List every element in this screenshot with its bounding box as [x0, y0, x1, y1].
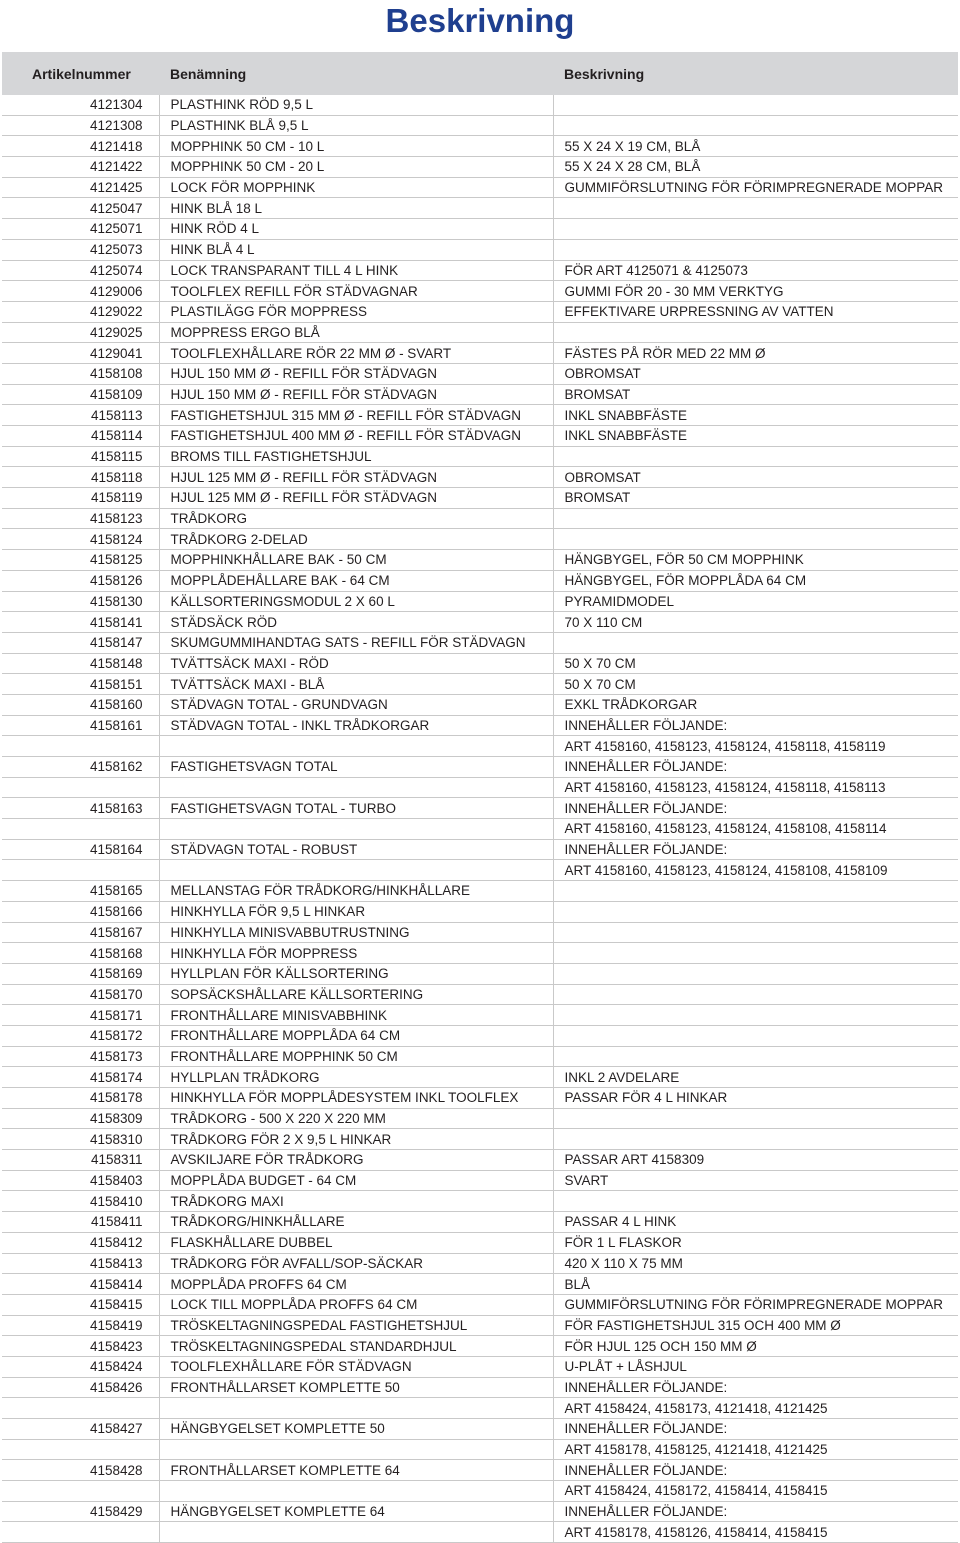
- table-row: [2, 219, 958, 240]
- cell-artikelnummer: 4158168: [2, 943, 159, 964]
- table-row: [2, 1212, 958, 1233]
- cell-benamning: FRONTHÅLLARSET KOMPLETTE 64: [159, 1460, 553, 1481]
- table-row: [2, 757, 958, 778]
- cell-beskrivning: 420 X 110 X 75 MM: [553, 1253, 958, 1274]
- cell-benamning: STÄDVAGN TOTAL - GRUNDVAGN: [159, 694, 553, 715]
- cell-artikelnummer: 4125073: [2, 239, 159, 260]
- table-row: [2, 922, 958, 943]
- cell-artikelnummer: [2, 736, 159, 757]
- cell-artikelnummer: 4125074: [2, 260, 159, 281]
- table-row: [2, 1253, 958, 1274]
- table-row: [2, 694, 958, 715]
- cell-artikelnummer: [2, 1522, 159, 1543]
- cell-artikelnummer: 4158413: [2, 1253, 159, 1274]
- table-row: [2, 674, 958, 695]
- cell-benamning: FASTIGHETSHJUL 400 MM Ø - REFILL FÖR STÄDVAGN: [159, 426, 553, 447]
- table-row: [2, 1046, 958, 1067]
- table-row: [2, 136, 958, 157]
- table-row: [2, 550, 958, 571]
- table-row: [2, 1501, 958, 1522]
- cell-beskrivning: HÄNGBYGEL, FÖR 50 CM MOPPHINK: [553, 550, 958, 571]
- cell-benamning: FASTIGHETSVAGN TOTAL - TURBO: [159, 798, 553, 819]
- cell-beskrivning: [553, 881, 958, 902]
- table-row: [2, 1439, 958, 1460]
- cell-beskrivning: INNEHÅLLER FÖLJANDE:: [553, 715, 958, 736]
- cell-benamning: LOCK FÖR MOPPHINK: [159, 177, 553, 198]
- cell-artikelnummer: [2, 1439, 159, 1460]
- cell-benamning: MOPPHINK 50 CM - 10 L: [159, 136, 553, 157]
- cell-beskrivning: FÖR FASTIGHETSHJUL 315 OCH 400 MM Ø: [553, 1315, 958, 1336]
- cell-benamning: KÄLLSORTERINGSMODUL 2 X 60 L: [159, 591, 553, 612]
- cell-benamning: FASTIGHETSVAGN TOTAL: [159, 757, 553, 778]
- table-row: [2, 901, 958, 922]
- cell-benamning: TOOLFLEXHÅLLARE RÖR 22 MM Ø - SVART: [159, 343, 553, 364]
- table-row: [2, 405, 958, 426]
- cell-artikelnummer: [2, 777, 159, 798]
- cell-artikelnummer: 4129006: [2, 281, 159, 302]
- cell-artikelnummer: 4158160: [2, 694, 159, 715]
- cell-benamning: [159, 1481, 553, 1502]
- cell-benamning: AVSKILJARE FÖR TRÅDKORG: [159, 1150, 553, 1171]
- product-table: [2, 52, 958, 1543]
- cell-artikelnummer: 4158419: [2, 1315, 159, 1336]
- cell-artikelnummer: 4158310: [2, 1129, 159, 1150]
- cell-benamning: HINKHYLLA FÖR 9,5 L HINKAR: [159, 901, 553, 922]
- table-row: [2, 798, 958, 819]
- cell-beskrivning: PASSAR ART 4158309: [553, 1150, 958, 1171]
- cell-benamning: MOPPHINKHÅLLARE BAK - 50 CM: [159, 550, 553, 571]
- cell-artikelnummer: 4158170: [2, 984, 159, 1005]
- cell-beskrivning: INKL SNABBFÄSTE: [553, 426, 958, 447]
- table-row: [2, 529, 958, 550]
- cell-artikelnummer: 4158415: [2, 1294, 159, 1315]
- cell-benamning: FRONTHÅLLARE MINISVABBHINK: [159, 1005, 553, 1026]
- cell-benamning: HINK BLÅ 4 L: [159, 239, 553, 260]
- cell-benamning: TRÖSKELTAGNINGSPEDAL STANDARDHJUL: [159, 1336, 553, 1357]
- cell-beskrivning: BLÅ: [553, 1274, 958, 1295]
- cell-benamning: TRÅDKORG FÖR 2 X 9,5 L HINKAR: [159, 1129, 553, 1150]
- cell-artikelnummer: 4158428: [2, 1460, 159, 1481]
- cell-artikelnummer: 4158427: [2, 1419, 159, 1440]
- cell-beskrivning: HÄNGBYGEL, FÖR MOPPLÅDA 64 CM: [553, 570, 958, 591]
- cell-beskrivning: [553, 1046, 958, 1067]
- table-row: [2, 343, 958, 364]
- table-row: [2, 508, 958, 529]
- table-row: [2, 736, 958, 757]
- cell-beskrivning: [553, 632, 958, 653]
- cell-artikelnummer: 4158115: [2, 446, 159, 467]
- cell-benamning: TRÅDKORG - 500 X 220 X 220 MM: [159, 1108, 553, 1129]
- cell-beskrivning: FÄSTES PÅ RÖR MED 22 MM Ø: [553, 343, 958, 364]
- cell-artikelnummer: 4158410: [2, 1191, 159, 1212]
- cell-benamning: SKUMGUMMIHANDTAG SATS - REFILL FÖR STÄDVAGN: [159, 632, 553, 653]
- cell-beskrivning: [553, 198, 958, 219]
- cell-beskrivning: [553, 963, 958, 984]
- cell-benamning: HINKHYLLA FÖR MOPPRESS: [159, 943, 553, 964]
- cell-benamning: HINK BLÅ 18 L: [159, 198, 553, 219]
- cell-beskrivning: INNEHÅLLER FÖLJANDE:: [553, 1501, 958, 1522]
- cell-artikelnummer: 4121418: [2, 136, 159, 157]
- cell-artikelnummer: 4158169: [2, 963, 159, 984]
- table-row: [2, 653, 958, 674]
- cell-artikelnummer: 4158166: [2, 901, 159, 922]
- table-row: [2, 446, 958, 467]
- cell-beskrivning: 50 X 70 CM: [553, 674, 958, 695]
- cell-artikelnummer: 4158173: [2, 1046, 159, 1067]
- cell-benamning: HJUL 150 MM Ø - REFILL FÖR STÄDVAGN: [159, 384, 553, 405]
- cell-artikelnummer: 4158141: [2, 612, 159, 633]
- cell-beskrivning: ART 4158424, 4158172, 4158414, 4158415: [553, 1481, 958, 1502]
- cell-artikelnummer: [2, 819, 159, 840]
- cell-beskrivning: 70 X 110 CM: [553, 612, 958, 633]
- table-row: [2, 1377, 958, 1398]
- cell-beskrivning: INNEHÅLLER FÖLJANDE:: [553, 839, 958, 860]
- cell-benamning: TRÖSKELTAGNINGSPEDAL FASTIGHETSHJUL: [159, 1315, 553, 1336]
- table-row: [2, 239, 958, 260]
- cell-artikelnummer: 4158119: [2, 488, 159, 509]
- cell-artikelnummer: 4158423: [2, 1336, 159, 1357]
- cell-benamning: FRONTHÅLLARE MOPPHINK 50 CM: [159, 1046, 553, 1067]
- cell-artikelnummer: 4129041: [2, 343, 159, 364]
- cell-artikelnummer: 4121425: [2, 177, 159, 198]
- cell-beskrivning: INNEHÅLLER FÖLJANDE:: [553, 1419, 958, 1440]
- cell-benamning: MOPPLÅDEHÅLLARE BAK - 64 CM: [159, 570, 553, 591]
- cell-artikelnummer: 4158109: [2, 384, 159, 405]
- cell-benamning: FRONTHÅLLARSET KOMPLETTE 50: [159, 1377, 553, 1398]
- cell-beskrivning: SVART: [553, 1170, 958, 1191]
- cell-beskrivning: [553, 1025, 958, 1046]
- cell-artikelnummer: 4158426: [2, 1377, 159, 1398]
- cell-benamning: PLASTHINK BLÅ 9,5 L: [159, 115, 553, 136]
- table-row: [2, 963, 958, 984]
- cell-beskrivning: GUMMIFÖRSLUTNING FÖR FÖRIMPREGNERADE MOPPAR: [553, 1294, 958, 1315]
- cell-artikelnummer: 4158108: [2, 363, 159, 384]
- table-row: [2, 1315, 958, 1336]
- cell-artikelnummer: 4158148: [2, 653, 159, 674]
- cell-benamning: [159, 1439, 553, 1460]
- table-row: [2, 1356, 958, 1377]
- table-header: [2, 52, 958, 95]
- cell-beskrivning: ART 4158160, 4158123, 4158124, 4158108, 4158109: [553, 860, 958, 881]
- table-row: [2, 1232, 958, 1253]
- cell-beskrivning: ART 4158160, 4158123, 4158124, 4158108, 4158114: [553, 819, 958, 840]
- cell-benamning: TVÄTTSÄCK MAXI - BLÅ: [159, 674, 553, 695]
- table-row: [2, 1294, 958, 1315]
- cell-benamning: TRÅDKORG: [159, 508, 553, 529]
- table-row: [2, 488, 958, 509]
- table-row: [2, 984, 958, 1005]
- cell-benamning: HYLLPLAN TRÅDKORG: [159, 1067, 553, 1088]
- cell-benamning: TRÅDKORG MAXI: [159, 1191, 553, 1212]
- table-row: [2, 943, 958, 964]
- cell-beskrivning: [553, 1191, 958, 1212]
- table-row: [2, 1108, 958, 1129]
- table-row: [2, 157, 958, 178]
- cell-benamning: MOPPHINK 50 CM - 20 L: [159, 157, 553, 178]
- cell-artikelnummer: 4158147: [2, 632, 159, 653]
- table-row: [2, 1419, 958, 1440]
- cell-beskrivning: PASSAR FÖR 4 L HINKAR: [553, 1088, 958, 1109]
- table-row: [2, 1522, 958, 1543]
- cell-benamning: [159, 1398, 553, 1419]
- cell-beskrivning: EXKL TRÅDKORGAR: [553, 694, 958, 715]
- cell-beskrivning: [553, 1108, 958, 1129]
- table-row: [2, 1191, 958, 1212]
- cell-beskrivning: INNEHÅLLER FÖLJANDE:: [553, 1377, 958, 1398]
- cell-benamning: TRÅDKORG/HINKHÅLLARE: [159, 1212, 553, 1233]
- cell-artikelnummer: 4129025: [2, 322, 159, 343]
- cell-beskrivning: INNEHÅLLER FÖLJANDE:: [553, 1460, 958, 1481]
- table-row: [2, 115, 958, 136]
- cell-benamning: HJUL 150 MM Ø - REFILL FÖR STÄDVAGN: [159, 363, 553, 384]
- cell-beskrivning: [553, 219, 958, 240]
- table-row: [2, 1398, 958, 1419]
- cell-artikelnummer: 4158124: [2, 529, 159, 550]
- table-row: [2, 384, 958, 405]
- cell-artikelnummer: 4158114: [2, 426, 159, 447]
- cell-artikelnummer: 4121422: [2, 157, 159, 178]
- cell-benamning: SOPSÄCKSHÅLLARE KÄLLSORTERING: [159, 984, 553, 1005]
- cell-artikelnummer: 4129022: [2, 301, 159, 322]
- table-row: [2, 260, 958, 281]
- cell-benamning: FASTIGHETSHJUL 315 MM Ø - REFILL FÖR STÄDVAGN: [159, 405, 553, 426]
- cell-artikelnummer: 4158412: [2, 1232, 159, 1253]
- cell-beskrivning: 50 X 70 CM: [553, 653, 958, 674]
- cell-beskrivning: ART 4158424, 4158173, 4121418, 4121425: [553, 1398, 958, 1419]
- cell-artikelnummer: 4158162: [2, 757, 159, 778]
- cell-benamning: HINKHYLLA FÖR MOPPLÅDESYSTEM INKL TOOLFLEX: [159, 1088, 553, 1109]
- cell-artikelnummer: 4158167: [2, 922, 159, 943]
- cell-beskrivning: GUMMIFÖRSLUTNING FÖR FÖRIMPREGNERADE MOPPAR: [553, 177, 958, 198]
- cell-benamning: FLASKHÅLLARE DUBBEL: [159, 1232, 553, 1253]
- cell-benamning: MOPPLÅDA BUDGET - 64 CM: [159, 1170, 553, 1191]
- table-row: [2, 1088, 958, 1109]
- cell-benamning: TRÅDKORG 2-DELAD: [159, 529, 553, 550]
- cell-artikelnummer: 4158118: [2, 467, 159, 488]
- cell-benamning: [159, 860, 553, 881]
- table-row: [2, 1336, 958, 1357]
- cell-beskrivning: INKL 2 AVDELARE: [553, 1067, 958, 1088]
- cell-benamning: BROMS TILL FASTIGHETSHJUL: [159, 446, 553, 467]
- cell-benamning: STÄDSÄCK RÖD: [159, 612, 553, 633]
- cell-beskrivning: ART 4158160, 4158123, 4158124, 4158118, 4158113: [553, 777, 958, 798]
- cell-artikelnummer: 4158151: [2, 674, 159, 695]
- cell-artikelnummer: 4158178: [2, 1088, 159, 1109]
- cell-benamning: TOOLFLEXHÅLLARE FÖR STÄDVAGN: [159, 1356, 553, 1377]
- cell-artikelnummer: 4158113: [2, 405, 159, 426]
- cell-artikelnummer: 4158429: [2, 1501, 159, 1522]
- cell-artikelnummer: 4158161: [2, 715, 159, 736]
- table-row: [2, 1460, 958, 1481]
- table-row: [2, 570, 958, 591]
- cell-beskrivning: [553, 508, 958, 529]
- cell-benamning: PLASTILÄGG FÖR MOPPRESS: [159, 301, 553, 322]
- cell-artikelnummer: 4121308: [2, 115, 159, 136]
- table-row: [2, 777, 958, 798]
- cell-artikelnummer: [2, 1398, 159, 1419]
- page-title: Beskrivning: [385, 2, 575, 39]
- cell-beskrivning: INNEHÅLLER FÖLJANDE:: [553, 798, 958, 819]
- cell-beskrivning: 55 X 24 X 19 CM, BLÅ: [553, 136, 958, 157]
- header-beskrivning: Beskrivning: [553, 52, 958, 95]
- table-row: [2, 839, 958, 860]
- cell-beskrivning: [553, 1129, 958, 1150]
- table-body: [2, 95, 958, 1543]
- cell-artikelnummer: 4158163: [2, 798, 159, 819]
- cell-beskrivning: [553, 943, 958, 964]
- cell-artikelnummer: 4158411: [2, 1212, 159, 1233]
- cell-benamning: MOPPLÅDA PROFFS 64 CM: [159, 1274, 553, 1295]
- cell-beskrivning: U-PLÅT + LÅSHJUL: [553, 1356, 958, 1377]
- cell-artikelnummer: [2, 1481, 159, 1502]
- header-benamning: Benämning: [159, 52, 553, 95]
- cell-benamning: HJUL 125 MM Ø - REFILL FÖR STÄDVAGN: [159, 467, 553, 488]
- cell-artikelnummer: 4158130: [2, 591, 159, 612]
- table-row: [2, 1005, 958, 1026]
- cell-beskrivning: PYRAMIDMODEL: [553, 591, 958, 612]
- cell-benamning: STÄDVAGN TOTAL - ROBUST: [159, 839, 553, 860]
- cell-benamning: HINKHYLLA MINISVABBUTRUSTNING: [159, 922, 553, 943]
- table-row: [2, 1067, 958, 1088]
- cell-benamning: LOCK TRANSPARANT TILL 4 L HINK: [159, 260, 553, 281]
- table-row: [2, 1274, 958, 1295]
- cell-beskrivning: EFFEKTIVARE URPRESSNING AV VATTEN: [553, 301, 958, 322]
- table-row: [2, 1481, 958, 1502]
- header-artikelnummer: Artikelnummer: [2, 52, 159, 95]
- table-row: [2, 612, 958, 633]
- table-row: [2, 632, 958, 653]
- cell-benamning: HÄNGBYGELSET KOMPLETTE 50: [159, 1419, 553, 1440]
- cell-beskrivning: BROMSAT: [553, 488, 958, 509]
- cell-benamning: [159, 736, 553, 757]
- cell-benamning: HINK RÖD 4 L: [159, 219, 553, 240]
- table-row: [2, 177, 958, 198]
- table-row: [2, 198, 958, 219]
- cell-beskrivning: INNEHÅLLER FÖLJANDE:: [553, 757, 958, 778]
- cell-benamning: [159, 777, 553, 798]
- cell-beskrivning: ART 4158178, 4158125, 4121418, 4121425: [553, 1439, 958, 1460]
- cell-benamning: HJUL 125 MM Ø - REFILL FÖR STÄDVAGN: [159, 488, 553, 509]
- cell-beskrivning: [553, 1005, 958, 1026]
- cell-benamning: [159, 819, 553, 840]
- cell-artikelnummer: 4158309: [2, 1108, 159, 1129]
- cell-beskrivning: PASSAR 4 L HINK: [553, 1212, 958, 1233]
- cell-benamning: PLASTHINK RÖD 9,5 L: [159, 95, 553, 115]
- cell-artikelnummer: 4158414: [2, 1274, 159, 1295]
- cell-beskrivning: 55 X 24 X 28 CM, BLÅ: [553, 157, 958, 178]
- cell-benamning: HÄNGBYGELSET KOMPLETTE 64: [159, 1501, 553, 1522]
- cell-artikelnummer: 4158165: [2, 881, 159, 902]
- cell-artikelnummer: 4158424: [2, 1356, 159, 1377]
- table-row: [2, 1170, 958, 1191]
- table-row: [2, 281, 958, 302]
- cell-beskrivning: [553, 529, 958, 550]
- cell-beskrivning: [553, 239, 958, 260]
- cell-artikelnummer: 4125071: [2, 219, 159, 240]
- cell-benamning: TOOLFLEX REFILL FÖR STÄDVAGNAR: [159, 281, 553, 302]
- table-row: [2, 1129, 958, 1150]
- cell-beskrivning: FÖR 1 L FLASKOR: [553, 1232, 958, 1253]
- cell-beskrivning: INKL SNABBFÄSTE: [553, 405, 958, 426]
- table-row: [2, 591, 958, 612]
- table-row: [2, 467, 958, 488]
- cell-artikelnummer: 4158311: [2, 1150, 159, 1171]
- cell-artikelnummer: 4158403: [2, 1170, 159, 1191]
- cell-artikelnummer: 4158171: [2, 1005, 159, 1026]
- cell-artikelnummer: 4158172: [2, 1025, 159, 1046]
- cell-artikelnummer: 4158164: [2, 839, 159, 860]
- cell-beskrivning: BROMSAT: [553, 384, 958, 405]
- cell-beskrivning: OBROMSAT: [553, 363, 958, 384]
- cell-artikelnummer: 4121304: [2, 95, 159, 115]
- cell-beskrivning: GUMMI FÖR 20 - 30 MM VERKTYG: [553, 281, 958, 302]
- cell-beskrivning: ART 4158178, 4158126, 4158414, 4158415: [553, 1522, 958, 1543]
- cell-benamning: MELLANSTAG FÖR TRÅDKORG/HINKHÅLLARE: [159, 881, 553, 902]
- cell-beskrivning: [553, 984, 958, 1005]
- table-row: [2, 715, 958, 736]
- cell-benamning: STÄDVAGN TOTAL - INKL TRÅDKORGAR: [159, 715, 553, 736]
- cell-beskrivning: OBROMSAT: [553, 467, 958, 488]
- cell-benamning: HYLLPLAN FÖR KÄLLSORTERING: [159, 963, 553, 984]
- cell-benamning: TVÄTTSÄCK MAXI - RÖD: [159, 653, 553, 674]
- cell-beskrivning: [553, 901, 958, 922]
- table-row: [2, 860, 958, 881]
- cell-benamning: [159, 1522, 553, 1543]
- cell-benamning: LOCK TILL MOPPLÅDA PROFFS 64 CM: [159, 1294, 553, 1315]
- cell-benamning: FRONTHÅLLARE MOPPLÅDA 64 CM: [159, 1025, 553, 1046]
- cell-artikelnummer: 4158126: [2, 570, 159, 591]
- cell-artikelnummer: 4158123: [2, 508, 159, 529]
- cell-beskrivning: [553, 95, 958, 115]
- table-row: [2, 881, 958, 902]
- table-row: [2, 301, 958, 322]
- cell-artikelnummer: 4158174: [2, 1067, 159, 1088]
- table-row: [2, 363, 958, 384]
- cell-benamning: MOPPRESS ERGO BLÅ: [159, 322, 553, 343]
- cell-benamning: TRÅDKORG FÖR AVFALL/SOP-SÄCKAR: [159, 1253, 553, 1274]
- cell-beskrivning: [553, 115, 958, 136]
- cell-beskrivning: [553, 922, 958, 943]
- table-row: [2, 1150, 958, 1171]
- cell-beskrivning: FÖR ART 4125071 & 4125073: [553, 260, 958, 281]
- table-row: [2, 95, 958, 115]
- cell-beskrivning: [553, 322, 958, 343]
- table-row: [2, 819, 958, 840]
- cell-beskrivning: FÖR HJUL 125 OCH 150 MM Ø: [553, 1336, 958, 1357]
- cell-beskrivning: [553, 446, 958, 467]
- cell-beskrivning: ART 4158160, 4158123, 4158124, 4158118, 4158119: [553, 736, 958, 757]
- cell-artikelnummer: 4158125: [2, 550, 159, 571]
- cell-artikelnummer: 4125047: [2, 198, 159, 219]
- table-row: [2, 1025, 958, 1046]
- table-row: [2, 322, 958, 343]
- cell-artikelnummer: [2, 860, 159, 881]
- table-row: [2, 426, 958, 447]
